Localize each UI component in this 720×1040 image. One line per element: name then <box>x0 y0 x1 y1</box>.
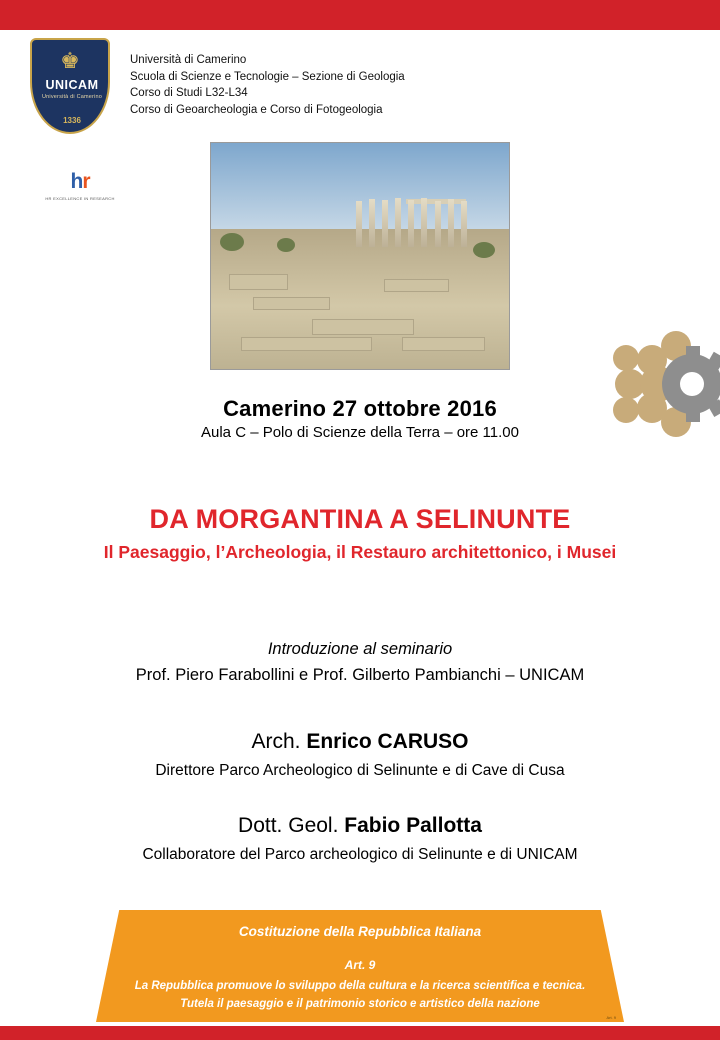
speaker-1-prefix: Arch. <box>251 730 307 753</box>
banner-article: Art. 9 <box>344 958 376 972</box>
hr-logo-caption: HR EXCELLENCE IN RESEARCH <box>45 196 115 201</box>
banner-line-2: Tutela il paesaggio e il patrimonio storico e artistico della nazione <box>180 998 540 1010</box>
header-line-4: Corso di Geoarcheologia e Corso di Fotogeologia <box>130 103 383 116</box>
speaker-2 <box>0 814 720 838</box>
crown-icon: ♚ <box>60 48 80 73</box>
crest-shield-shape <box>30 38 110 134</box>
speaker-1 <box>0 730 720 754</box>
crest-year: 1336 <box>63 116 81 125</box>
header-line-3: Corso di Studi L32-L34 <box>130 87 248 99</box>
intro-names: Prof. Piero Farabollini e Prof. Gilberto Pambianchi – UNICAM <box>135 666 585 684</box>
archaeological-site-photo <box>210 142 510 370</box>
intro-label: Introduzione al seminario <box>267 640 453 658</box>
crest-name: UNICAM <box>45 78 99 92</box>
speaker-2-role: Collaboratore del Parco archeologico di Selinunte e di UNICAM <box>142 846 578 863</box>
bottom-red-band <box>0 1026 720 1040</box>
hr-logo-mark: hr <box>70 170 90 193</box>
crest-subtitle: Università di Camerino <box>41 94 103 100</box>
header-line-1: Università di Camerino <box>130 54 247 66</box>
page-title: DA MORGANTINA A SELINUNTE <box>149 504 571 534</box>
event-date: Camerino 27 ottobre 2016 <box>223 396 497 421</box>
institution-header <box>130 52 550 118</box>
constitution-banner <box>96 910 624 1022</box>
top-red-band <box>0 0 720 30</box>
speaker-1-name: Enrico CARUSO <box>306 730 469 753</box>
header-line-2: Scuola di Scienze e Tecnologie – Sezione di Geologia <box>130 70 405 83</box>
banner-title: Costituzione della Repubblica Italiana <box>238 924 482 939</box>
speaker-1-role: Direttore Parco Archeologico di Selinunte e di Cave di Cusa <box>155 762 565 779</box>
unicam-crest-logo <box>30 38 110 134</box>
photo-temple-colonnade <box>348 188 479 247</box>
page-subtitle: Il Paesaggio, l’Archeologia, il Restauro architettonico, i Musei <box>103 542 617 562</box>
speaker-2-name: Fabio Pallotta <box>344 814 482 837</box>
banner-credit: Art. 9 <box>606 1015 616 1020</box>
speaker-2-prefix: Dott. Geol. <box>238 814 345 837</box>
hr-excellence-logo <box>44 170 116 214</box>
event-place: Aula C – Polo di Scienze della Terra – ore 11.00 <box>201 424 519 441</box>
banner-line-1: La Repubblica promuove lo sviluppo della cultura e la ricerca scientifica e tecnica. <box>134 980 586 992</box>
banner-text-group <box>96 910 624 1022</box>
decorative-rosette-graphic <box>606 310 720 470</box>
